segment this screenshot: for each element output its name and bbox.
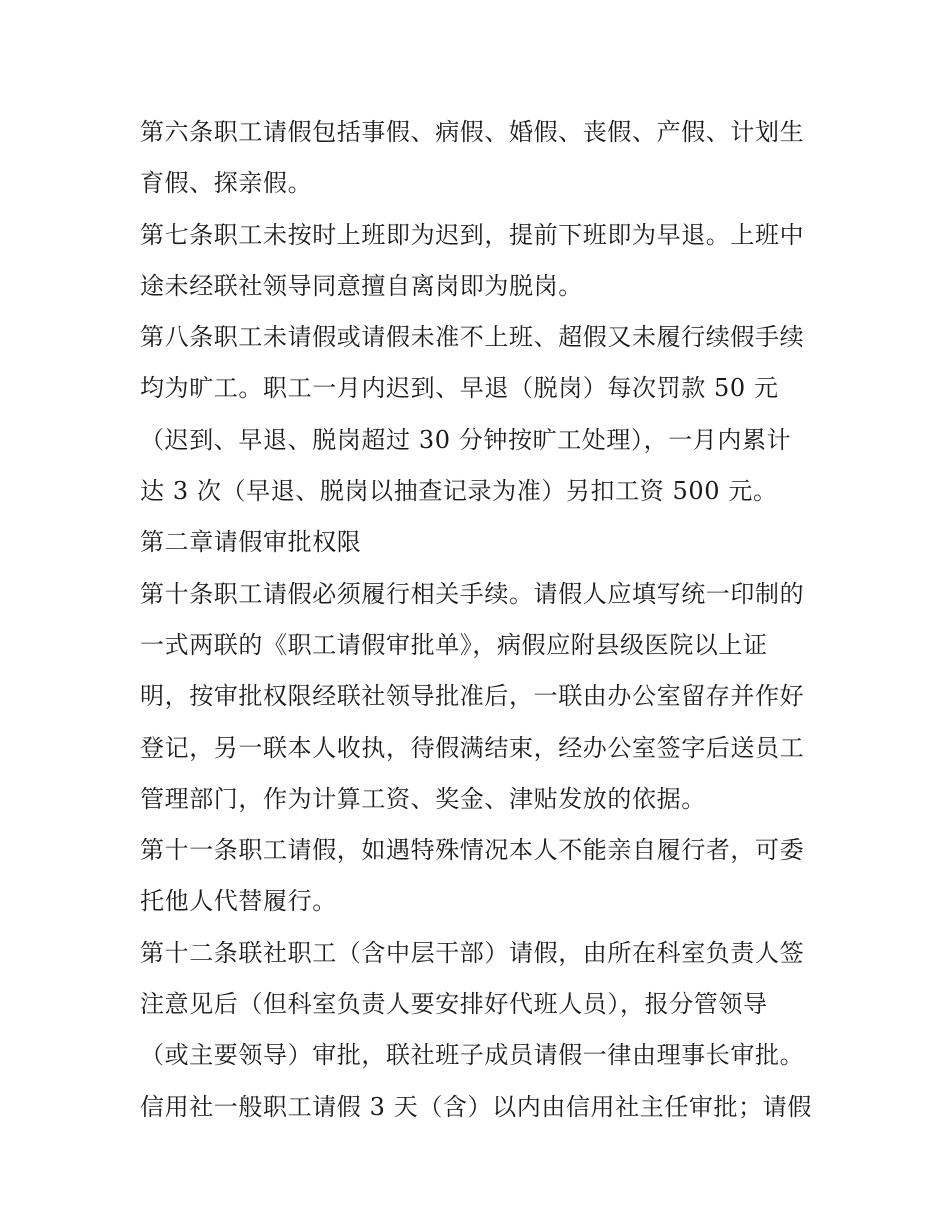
text-line: 管理部门，作为计算工资、奖金、津贴发放的依据。	[140, 784, 706, 813]
text-line: （迟到、早退、脱岗超过 30 分钟按旷工处理），一月内累计	[140, 425, 792, 454]
text-line: 登记，另一联本人收执，待假满结束，经办公室签字后送员工	[140, 733, 805, 762]
text-line: 第十二条联社职工（含中层干部）请假，由所在科室负责人签	[140, 938, 805, 967]
text-line: 第八条职工未请假或请假未准不上班、超假又未履行续假手续	[140, 323, 805, 352]
text-line: 第十条职工请假必须履行相关手续。请假人应填写统一印制的	[140, 579, 805, 608]
text-line: 达 3 次（早退、脱岗以抽查记录为准）另扣工资 500 元。	[140, 477, 778, 506]
text-line: （或主要领导）审批，联社班子成员请假一律由理事长审批。	[140, 1041, 805, 1070]
text-line: 一式两联的《职工请假审批单》，病假应附县级医院以上证	[140, 630, 768, 659]
text-line: 信用社一般职工请假 3 天（含）以内由信用社主任审批；请假	[140, 1092, 812, 1121]
text-line: 注意见后（但科室负责人要安排好代班人员），报分管领导	[140, 990, 768, 1019]
text-line: 育假、探亲假。	[140, 169, 313, 198]
text-line: 托他人代替履行。	[140, 887, 337, 916]
text-line: 途未经联社领导同意擅自离岗即为脱岗。	[140, 271, 583, 300]
document-body	[140, 107, 820, 1133]
chapter-heading: 第二章请假审批权限	[140, 528, 362, 557]
text-line: 第七条职工未按时上班即为迟到，提前下班即为早退。上班中	[140, 220, 805, 249]
text-line: 第六条职工请假包括事假、病假、婚假、丧假、产假、计划生	[140, 118, 805, 146]
text-line: 均为旷工。职工一月内迟到、早退（脱岗）每次罚款 50 元	[140, 374, 779, 403]
text-line: 明，按审批权限经联社领导批准后，一联由办公室留存并作好	[140, 682, 805, 711]
text-line: 第十一条职工请假，如遇特殊情况本人不能亲自履行者，可委	[140, 836, 805, 865]
